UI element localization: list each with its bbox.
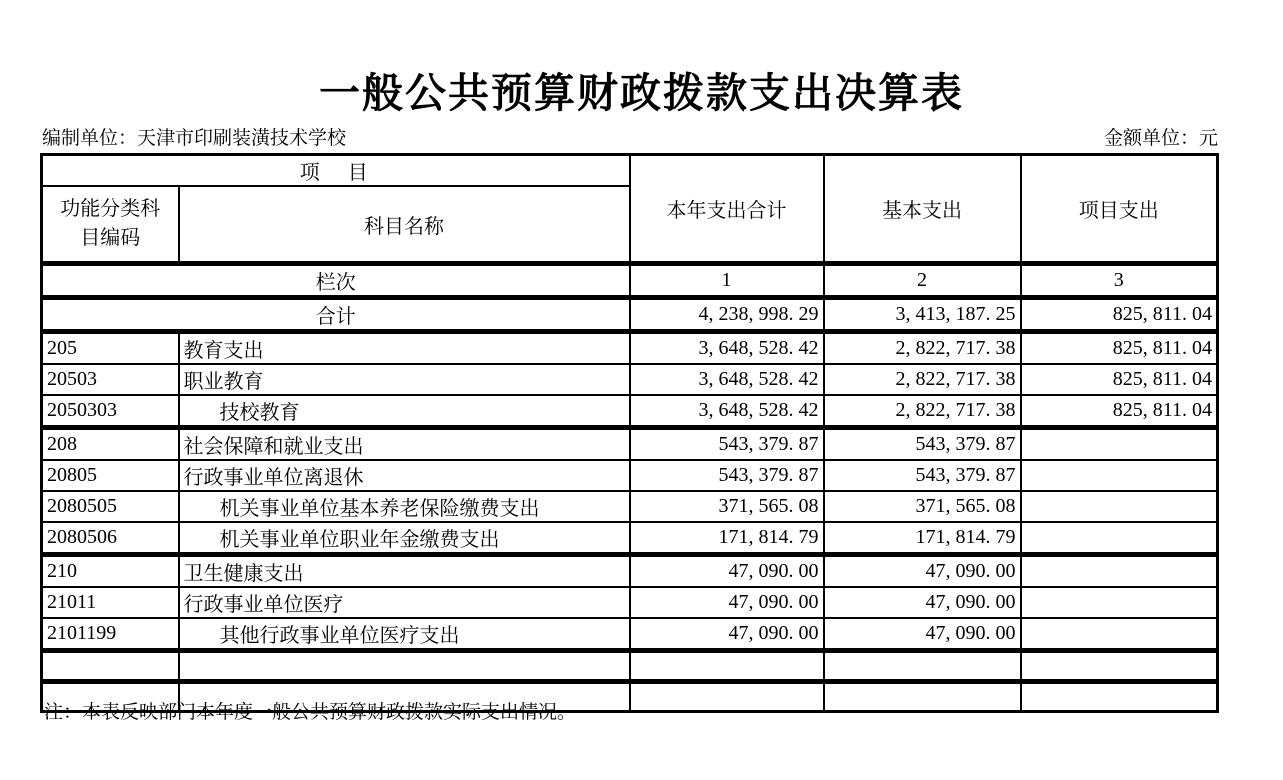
basic-cell: 47, 090. 00 bbox=[824, 618, 1021, 651]
code-cell: 20503 bbox=[42, 364, 179, 395]
table-row bbox=[42, 491, 1218, 522]
table-row bbox=[42, 618, 1218, 651]
index-row-label: 栏次 bbox=[42, 264, 630, 298]
project-cell bbox=[1021, 428, 1218, 461]
project-cell bbox=[1021, 651, 1218, 682]
footnote: 注：本表反映部门本年度一般公共预算财政拨款实际支出情况。 bbox=[44, 702, 577, 723]
name-cell: 技校教育 bbox=[179, 395, 630, 428]
table-row bbox=[42, 428, 1218, 461]
prepared-by-label: 编制单位：天津市印刷装潢技术学校 bbox=[42, 128, 347, 149]
basic-cell: 47, 090. 00 bbox=[824, 555, 1021, 588]
basic-cell: 47, 090. 00 bbox=[824, 587, 1021, 618]
name-cell: 行政事业单位离退休 bbox=[179, 460, 630, 491]
project-cell bbox=[1021, 587, 1218, 618]
function-code-label: 功能分类科目编码 bbox=[60, 198, 161, 249]
table-row bbox=[42, 332, 1218, 365]
name-cell: 教育支出 bbox=[179, 332, 630, 365]
year-total-cell: 171, 814. 79 bbox=[630, 522, 824, 555]
table-row bbox=[42, 555, 1218, 588]
code-cell: 205 bbox=[42, 332, 179, 365]
name-cell: 机关事业单位职业年金缴费支出 bbox=[179, 522, 630, 555]
col-header-basic-expenditure: 基本支出 bbox=[824, 155, 1021, 264]
code-cell: 2080505 bbox=[42, 491, 179, 522]
col-header-project-expenditure: 项目支出 bbox=[1021, 155, 1218, 264]
table-row bbox=[42, 364, 1218, 395]
year-total-cell bbox=[630, 682, 824, 712]
project-cell: 825, 811. 04 bbox=[1021, 332, 1218, 365]
basic-cell: 2, 822, 717. 38 bbox=[824, 395, 1021, 428]
index-col-3: 3 bbox=[1021, 264, 1218, 298]
code-cell bbox=[42, 651, 179, 682]
year-total-cell: 371, 565. 08 bbox=[630, 491, 824, 522]
basic-cell bbox=[824, 651, 1021, 682]
col-header-project-group: 项 目 bbox=[42, 155, 630, 187]
basic-cell: 2, 822, 717. 38 bbox=[824, 332, 1021, 365]
table-row bbox=[42, 587, 1218, 618]
code-cell: 20805 bbox=[42, 460, 179, 491]
year-total-cell: 3, 648, 528. 42 bbox=[630, 332, 824, 365]
code-cell: 2080506 bbox=[42, 522, 179, 555]
basic-cell: 543, 379. 87 bbox=[824, 428, 1021, 461]
year-total-cell: 47, 090. 00 bbox=[630, 618, 824, 651]
name-cell: 社会保障和就业支出 bbox=[179, 428, 630, 461]
total-project: 825, 811. 04 bbox=[1021, 298, 1218, 332]
total-year-total: 4, 238, 998. 29 bbox=[630, 298, 824, 332]
table-row bbox=[42, 522, 1218, 555]
basic-cell: 371, 565. 08 bbox=[824, 491, 1021, 522]
meta-row bbox=[42, 127, 1218, 151]
header-row-project bbox=[42, 155, 1218, 187]
basic-cell: 171, 814. 79 bbox=[824, 522, 1021, 555]
year-total-cell: 543, 379. 87 bbox=[630, 428, 824, 461]
col-header-subject-name: 科目名称 bbox=[179, 186, 630, 264]
project-cell bbox=[1021, 555, 1218, 588]
project-cell: 825, 811. 04 bbox=[1021, 364, 1218, 395]
code-cell: 210 bbox=[42, 555, 179, 588]
total-row bbox=[42, 298, 1218, 332]
index-col-1: 1 bbox=[630, 264, 824, 298]
name-cell: 卫生健康支出 bbox=[179, 555, 630, 588]
project-cell: 825, 811. 04 bbox=[1021, 395, 1218, 428]
table-row bbox=[42, 460, 1218, 491]
project-cell bbox=[1021, 522, 1218, 555]
year-total-cell bbox=[630, 651, 824, 682]
year-total-cell: 47, 090. 00 bbox=[630, 555, 824, 588]
column-index-row bbox=[42, 264, 1218, 298]
basic-cell bbox=[824, 682, 1021, 712]
name-cell: 其他行政事业单位医疗支出 bbox=[179, 618, 630, 651]
name-cell bbox=[179, 651, 630, 682]
code-cell: 2101199 bbox=[42, 618, 179, 651]
year-total-cell: 543, 379. 87 bbox=[630, 460, 824, 491]
basic-cell: 543, 379. 87 bbox=[824, 460, 1021, 491]
code-cell: 2050303 bbox=[42, 395, 179, 428]
index-col-2: 2 bbox=[824, 264, 1021, 298]
project-cell bbox=[1021, 491, 1218, 522]
basic-cell: 2, 822, 717. 38 bbox=[824, 364, 1021, 395]
table-row-empty bbox=[42, 651, 1218, 682]
name-cell: 职业教育 bbox=[179, 364, 630, 395]
year-total-cell: 3, 648, 528. 42 bbox=[630, 395, 824, 428]
total-basic: 3, 413, 187. 25 bbox=[824, 298, 1021, 332]
code-cell: 208 bbox=[42, 428, 179, 461]
total-row-label: 合计 bbox=[42, 298, 630, 332]
expenditure-table bbox=[40, 153, 1219, 713]
year-total-cell: 3, 648, 528. 42 bbox=[630, 364, 824, 395]
col-header-year-total: 本年支出合计 bbox=[630, 155, 824, 264]
name-cell: 行政事业单位医疗 bbox=[179, 587, 630, 618]
col-header-function-code bbox=[42, 186, 179, 264]
project-cell bbox=[1021, 618, 1218, 651]
year-total-cell: 47, 090. 00 bbox=[630, 587, 824, 618]
page-title: 一般公共预算财政拨款支出决算表 bbox=[319, 70, 964, 116]
amount-unit-label: 金额单位：元 bbox=[1103, 128, 1218, 149]
name-cell: 机关事业单位基本养老保险缴费支出 bbox=[179, 491, 630, 522]
table-row bbox=[42, 395, 1218, 428]
code-cell: 21011 bbox=[42, 587, 179, 618]
project-cell bbox=[1021, 682, 1218, 712]
project-cell bbox=[1021, 460, 1218, 491]
